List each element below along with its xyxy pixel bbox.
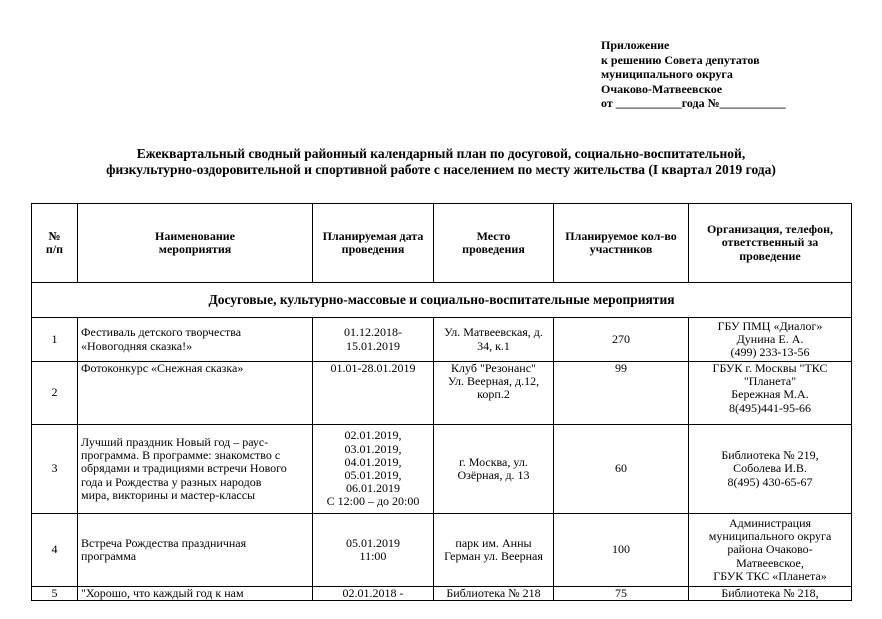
cell-line: 34, к.1 <box>477 338 510 353</box>
cell-line: 05.01.2019, <box>344 468 402 482</box>
table-row <box>32 362 852 425</box>
cell-place <box>434 362 554 425</box>
cell-line: «Новогодняя сказка!» <box>81 338 193 353</box>
cell-line: 03.01.2019, <box>344 441 402 456</box>
appendix-line: муниципального округа <box>601 67 733 81</box>
appendix-block <box>601 38 786 111</box>
cell-line: Озёрная, д. 13 <box>457 468 530 482</box>
cell-line: программа <box>81 549 137 563</box>
cell-line: района Очаково- <box>727 542 813 557</box>
header-row <box>32 204 852 283</box>
cell-line: "Планета" <box>743 374 797 389</box>
cell-event-name <box>78 587 313 601</box>
cell-line: 02.01.2019, <box>344 428 402 443</box>
cell-line: муниципального округа <box>708 529 832 544</box>
cell-line: С 12:00 – до 20:00 <box>326 494 420 509</box>
cell-line: Ул. Матвеевская, д. <box>444 325 543 340</box>
title-line: Ежеквартальный сводный районный календарный план по досуговой, социально-воспитательной, <box>136 146 746 161</box>
cell-place <box>434 318 554 362</box>
header-organization: Организация, телефон, ответственный за проведение <box>689 204 852 283</box>
events-table <box>31 203 852 601</box>
cell-place <box>434 587 554 601</box>
cell-line: обрядами и традициями встречи Нового <box>81 461 287 476</box>
cell-participants: 75 <box>554 587 689 601</box>
cell-line: Дунина Е. А. <box>736 331 804 346</box>
cell-line: 8(495) 430-65-67 <box>727 474 813 489</box>
cell-line: (499) 233-13-56 <box>730 345 810 360</box>
cell-line: ГБУ ПМЦ «Диалог» <box>717 318 823 333</box>
cell-date <box>313 514 434 587</box>
cell-line: Фестиваль детского творчества <box>81 325 242 340</box>
cell-line: ГБУК г. Москвы "ТКС <box>712 361 828 375</box>
cell-event-name <box>78 514 313 587</box>
cell-line: 06.01.2019 <box>346 481 400 496</box>
cell-date <box>313 425 434 514</box>
cell-line: 04.01.2019, <box>344 454 402 469</box>
cell-line: 11:00 <box>359 549 387 563</box>
cell-line: Клуб "Резонанс" <box>451 361 536 375</box>
appendix-line: от ___________года №___________ <box>601 96 786 110</box>
cell-line: 8(495)441-95-66 <box>729 400 811 415</box>
cell-line: года и Рождества у разных народов <box>81 474 262 489</box>
cell-line: Библиотека № 219, <box>721 448 819 463</box>
cell-place <box>434 514 554 587</box>
header-participants: Планируемое кол-во участников <box>554 204 689 283</box>
cell-date <box>313 318 434 362</box>
cell-event-name <box>78 425 313 514</box>
cell-participants: 60 <box>554 425 689 514</box>
header-place: Место проведения <box>434 204 554 283</box>
cell-line: г. Москва, ул. <box>459 454 528 469</box>
cell-line: корп.2 <box>477 387 510 402</box>
table-row <box>32 514 852 587</box>
title-line: физкультурно-оздоровительной и спортивной работе с населением по месту жительства (I квартал 2019 года) <box>106 162 776 177</box>
cell-organization <box>689 587 852 601</box>
cell-organization <box>689 362 852 425</box>
cell-line: Герман ул. Веерная <box>444 549 543 563</box>
cell-participants: 270 <box>554 318 689 362</box>
cell-number: 5 <box>32 587 78 601</box>
table-row <box>32 425 852 514</box>
cell-participants: 100 <box>554 514 689 587</box>
section-row <box>32 283 852 318</box>
cell-line: 05.01.2019 <box>346 535 400 550</box>
document-title <box>30 146 852 178</box>
cell-date <box>313 362 434 425</box>
header-event-name: Наименование мероприятия <box>78 204 313 283</box>
appendix-line: Приложение <box>601 38 670 52</box>
cell-line: мира, викторины и мастер-классы <box>81 487 256 502</box>
cell-organization <box>689 318 852 362</box>
cell-line: 02.01.2018 - <box>342 586 404 600</box>
cell-line: Лучший праздник Новый год – раус- <box>81 434 269 449</box>
cell-line: Ул. Веерная, д.12, <box>447 374 540 389</box>
cell-line: парк им. Анны <box>455 535 532 550</box>
cell-line: ГБУК ТКС «Планета» <box>713 568 827 583</box>
cell-date <box>313 587 434 601</box>
cell-event-name <box>78 318 313 362</box>
cell-line: Встреча Рождества праздничная <box>81 535 247 550</box>
cell-line: 15.01.2019 <box>346 338 400 353</box>
cell-line: 01.12.2018- <box>344 325 402 340</box>
appendix-line: к решению Совета депутатов <box>601 52 760 67</box>
header-number: № п/п <box>32 204 78 283</box>
cell-line: Фотоконкурс «Снежная сказка» <box>81 361 244 375</box>
cell-line: "Хорошо, что каждый год к нам <box>81 586 244 600</box>
cell-number: 4 <box>32 514 78 587</box>
cell-number: 3 <box>32 425 78 514</box>
cell-organization <box>689 425 852 514</box>
cell-line: Соболева И.В. <box>733 461 807 476</box>
cell-line: Администрация <box>728 515 812 530</box>
cell-event-name <box>78 362 313 425</box>
table-row <box>32 587 852 601</box>
cell-place <box>434 425 554 514</box>
cell-line: Библиотека № 218, <box>721 586 819 600</box>
cell-line: программа. В программе: знакомство с <box>81 448 281 463</box>
section-title: Досуговые, культурно-массовые и социально-воспитательные мероприятия <box>32 283 852 318</box>
cell-number: 2 <box>32 362 78 425</box>
cell-line: Библиотека № 218 <box>446 586 541 600</box>
cell-participants: 99 <box>554 362 689 425</box>
cell-number: 1 <box>32 318 78 362</box>
table-row <box>32 318 852 362</box>
cell-line: 01.01-28.01.2019 <box>330 361 416 375</box>
cell-line: Матвеевское, <box>736 555 804 570</box>
cell-line: Бережная М.А. <box>731 387 809 402</box>
cell-organization <box>689 514 852 587</box>
header-date: Планируемая дата проведения <box>313 204 434 283</box>
appendix-line: Очаково-Матвеевское <box>601 81 723 96</box>
